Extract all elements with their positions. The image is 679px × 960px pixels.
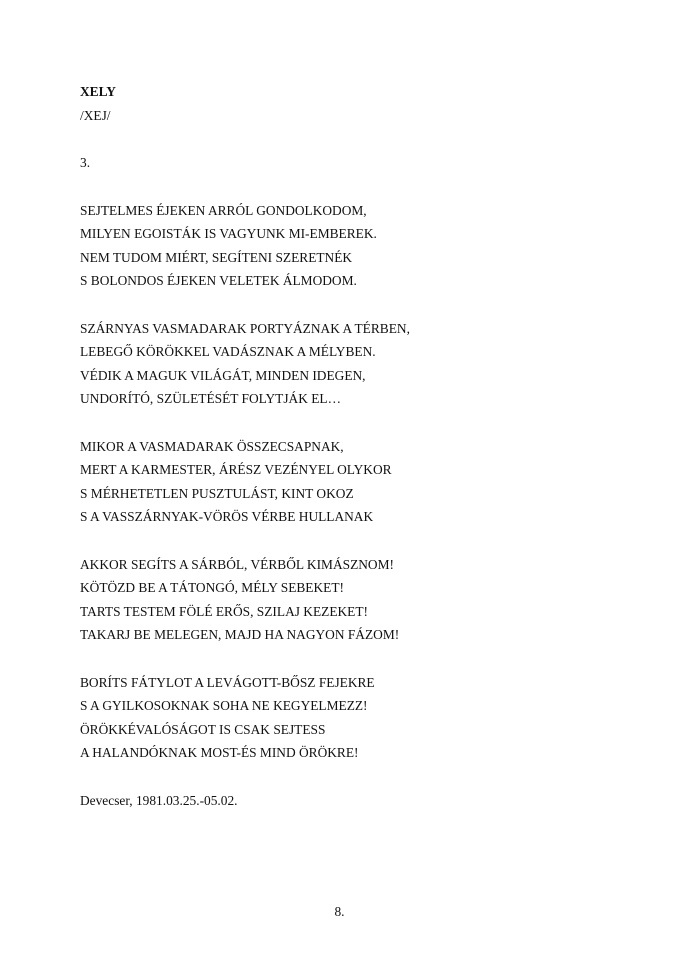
poem-line: MERT A KARMESTER, ÁRÉSZ VEZÉNYEL OLYKOR: [80, 462, 392, 477]
poem-line: TARTS TESTEM FÖLÉ ERŐS, SZILAJ KEZEKET!: [80, 603, 368, 619]
poem-title: XELY: [80, 84, 116, 99]
poem-line: SEJTELMES ÉJEKEN ARRÓL GONDOLKODOM,: [80, 202, 367, 218]
poem-line: MIKOR A VASMADARAK ÖSSZECSAPNAK,: [80, 438, 344, 454]
poem-line: KÖTÖZD BE A TÁTONGÓ, MÉLY SEBEKET!: [80, 580, 344, 595]
poem-signature: Devecser, 1981.03.25.-05.02.: [80, 792, 238, 808]
stanza-5: [80, 671, 600, 765]
poem-line: S A GYILKOSOKNAK SOHA NE KEGYELMEZZ!: [80, 698, 368, 713]
stanza-2: [80, 317, 600, 411]
stanza-3: [80, 435, 600, 529]
section-number: 3.: [80, 155, 91, 170]
poem-body: [80, 80, 600, 812]
poem-pronunciation: /XEJ/: [80, 107, 111, 123]
poem-line: S A VASSZÁRNYAK-VÖRÖS VÉRBE HULLANAK: [80, 509, 374, 524]
poem-line: S MÉRHETETLEN PUSZTULÁST, KINT OKOZ: [80, 485, 354, 501]
poem-line: ÖRÖKKÉVALÓSÁGOT IS CSAK SEJTESS: [80, 721, 326, 737]
poem-line: BORÍTS FÁTYLOT A LEVÁGOTT-BŐSZ FEJEKRE: [80, 674, 375, 690]
stanza-1: [80, 199, 600, 293]
poem-line: SZÁRNYAS VASMADARAK PORTYÁZNAK A TÉRBEN,: [80, 320, 410, 336]
poem-line: AKKOR SEGÍTS A SÁRBÓL, VÉRBŐL KIMÁSZNOM!: [80, 556, 394, 572]
poem-line: A HALANDÓKNAK MOST-ÉS MIND ÖRÖKRE!: [80, 745, 359, 760]
poem-line: TAKARJ BE MELEGEN, MAJD HA NAGYON FÁZOM!: [80, 627, 400, 642]
stanza-4: [80, 553, 600, 647]
poem-line: VÉDIK A MAGUK VILÁGÁT, MINDEN IDEGEN,: [80, 367, 366, 383]
poem-line: LEBEGŐ KÖRÖKKEL VADÁSZNAK A MÉLYBEN.: [80, 344, 376, 359]
poem-line: UNDORÍTÓ, SZÜLETÉSÉT FOLYTJÁK EL…: [80, 391, 341, 406]
poem-line: MILYEN EGOISTÁK IS VAGYUNK MI-EMBEREK.: [80, 226, 377, 241]
poem-line: NEM TUDOM MIÉRT, SEGÍTENI SZERETNÉK: [80, 249, 353, 265]
poem-line: S BOLONDOS ÉJEKEN VELETEK ÁLMODOM.: [80, 273, 357, 288]
page-number: 8.: [334, 904, 345, 919]
